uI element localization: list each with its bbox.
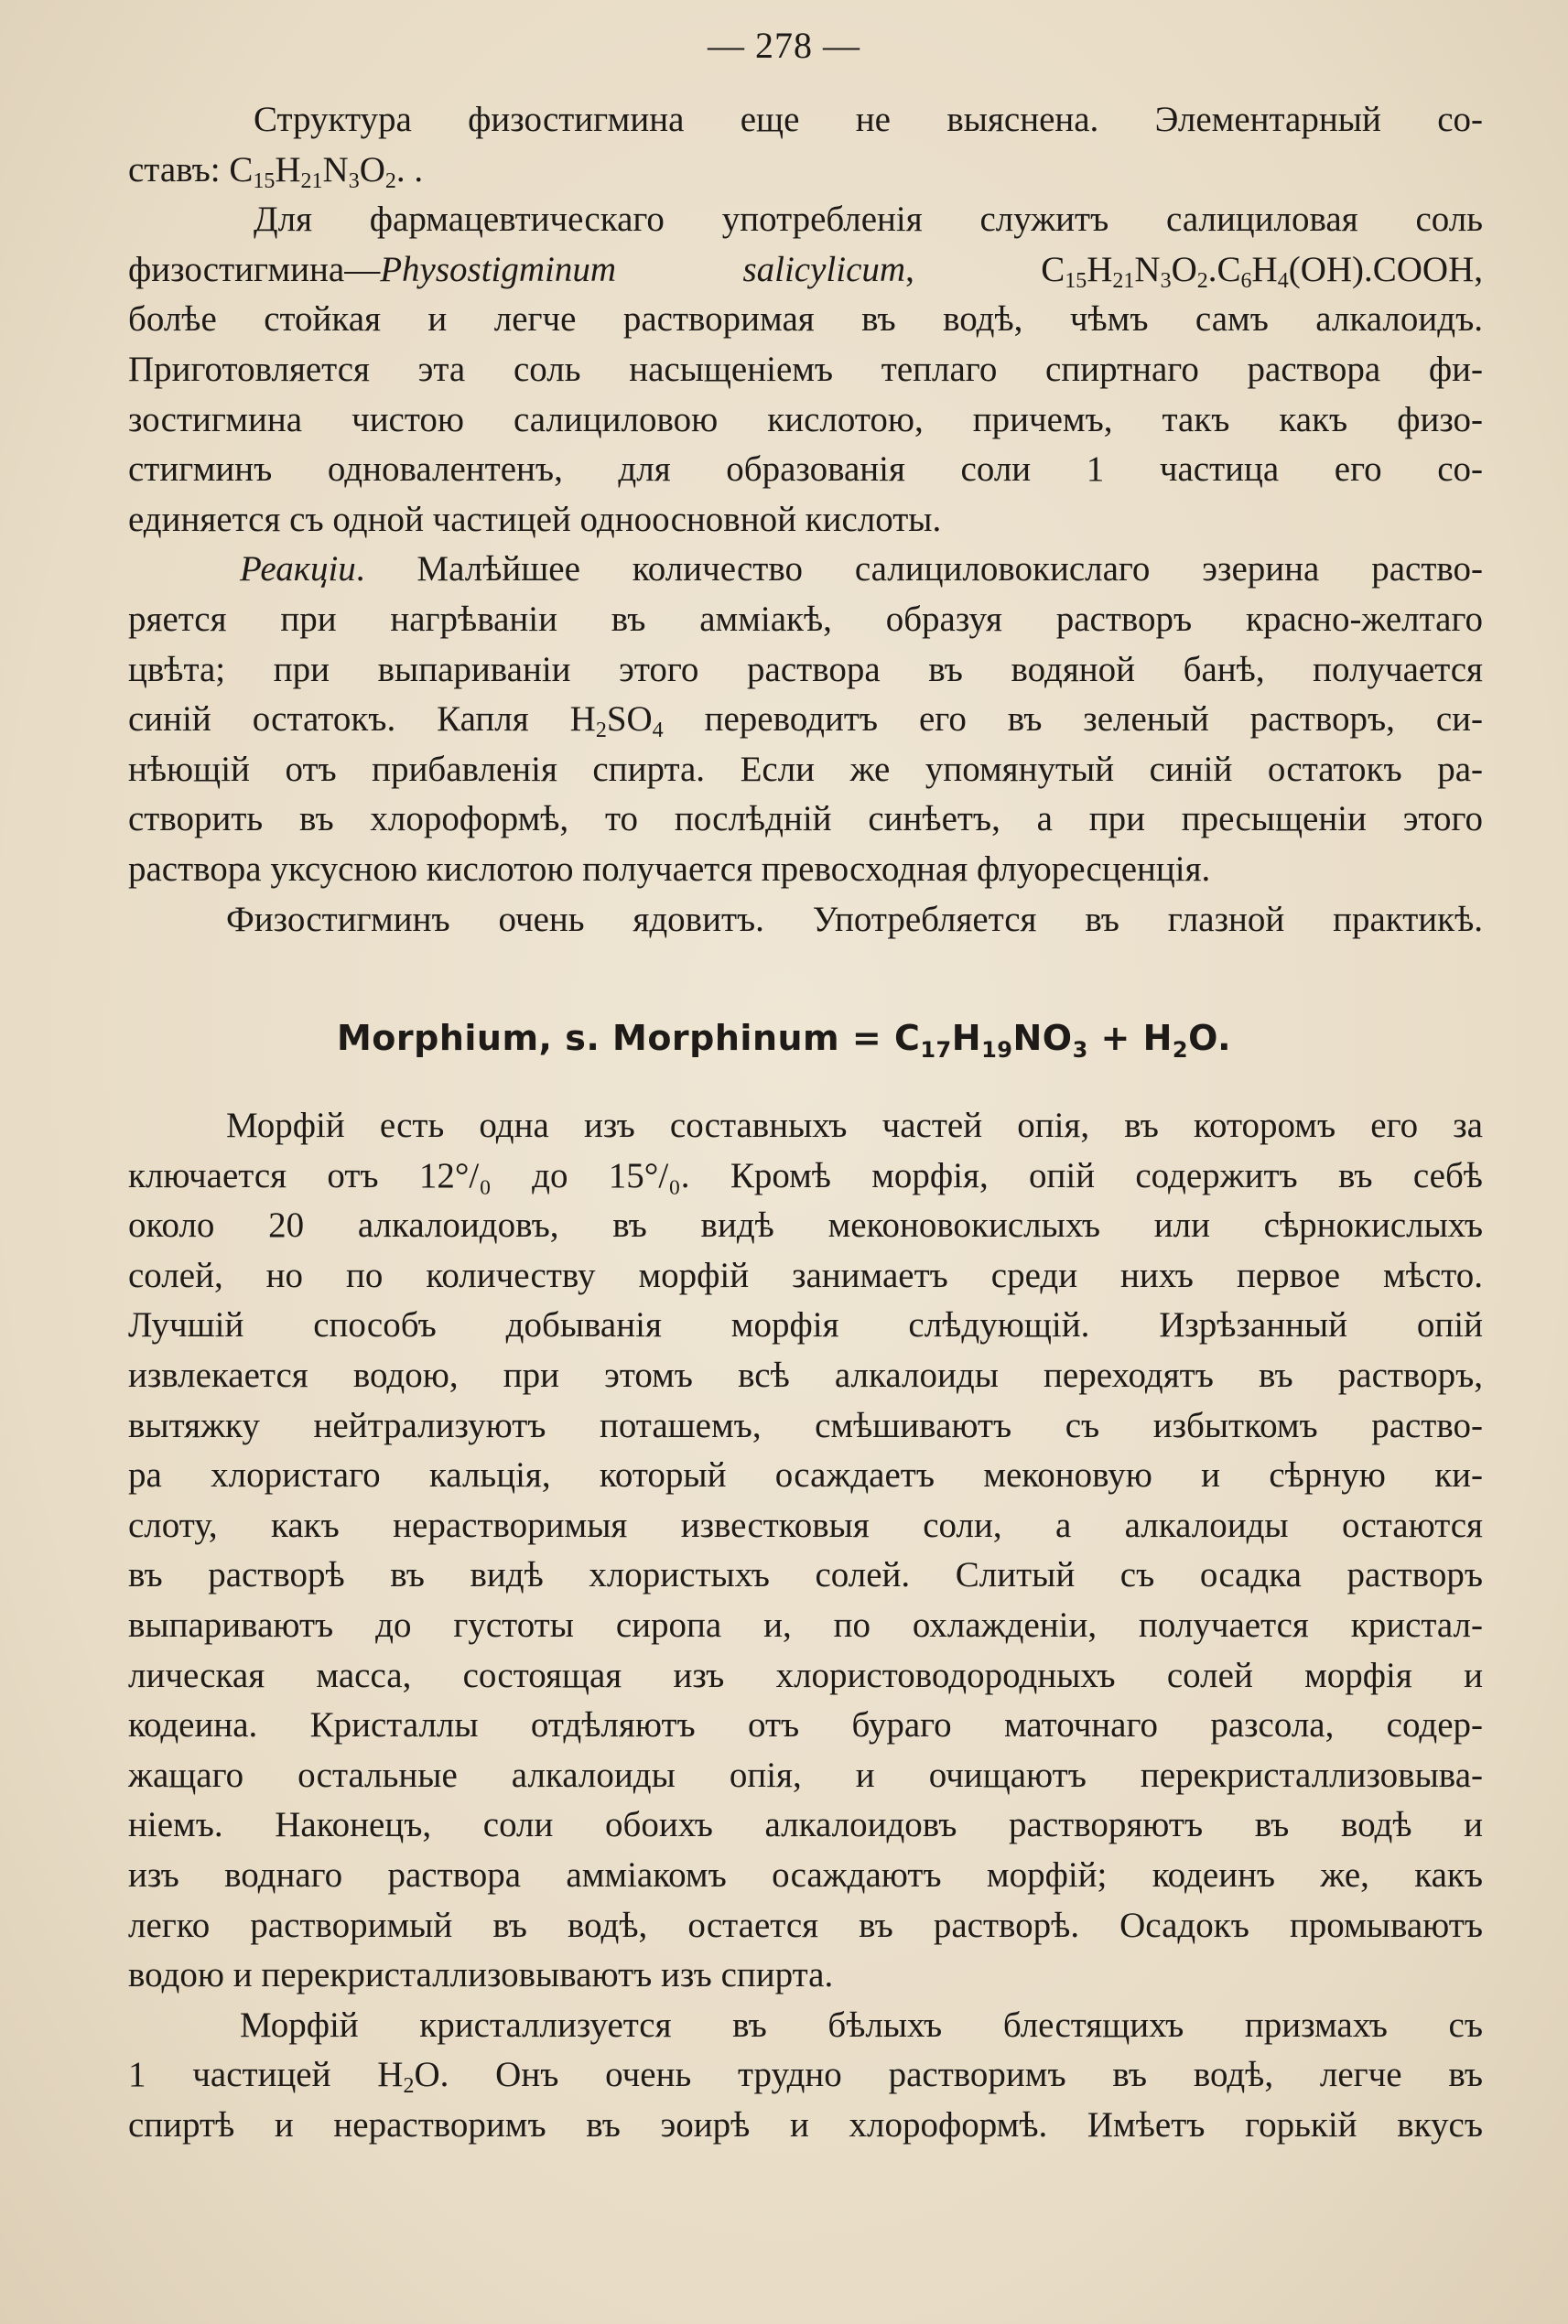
text-segment: водою и перекристаллизовываютъ изъ спирта. [128,1955,834,1995]
text-segment: 1 частицей [128,2055,378,2095]
text-line [128,1401,1483,1452]
text-segment: единяется съ одной частицей одноосновной кислоты. [128,499,942,539]
text-segment: физостигмина— [128,249,381,289]
formula-subscript: 17 [920,1037,952,1063]
heading-plus: + [1087,1018,1143,1058]
text-segment: нѣющій отъ прибавленія спирта. Если же упомянутый синій остатокъ ра- [128,749,1483,789]
paragraph-morphine-origin [128,1101,1483,2001]
text-segment: зостигмина чистою салициловою кислотою, причемъ, такъ какъ физо- [128,399,1483,439]
italic-text: Реакціи [240,549,356,589]
text-segment: слоту, какъ нерастворимыя известковыя соли, а алкалоиды остаются [128,1505,1483,1545]
text-segment: ставъ: [128,149,230,189]
text-segment: легко растворимый въ водѣ, остается въ растворѣ. Осадокъ промываютъ [128,1905,1483,1945]
section-heading-morphium [0,1018,1568,1063]
text-segment: солей, но по количеству морфій занимаетъ среди нихъ первое мѣсто. [128,1255,1483,1295]
text-segment: . . [395,149,424,189]
text-segment: ніемъ. Наконецъ, соли обоихъ алкалоидовъ растворяютъ въ водѣ и [128,1805,1483,1845]
formula-subscript: 4 [1277,268,1289,293]
chemical-formula: $C_{15}H_{21}N_3O_2$ [1041,249,1208,293]
heading-formula-morphine: $C_{17}H_{19}NO_3$ [893,1018,1088,1063]
text-segment: Приготовляется эта соль насыщеніемъ теплаго спиртнаго раствора фи- [128,349,1483,389]
text-line [128,1351,1483,1401]
text-line [128,1501,1483,1551]
text-line [128,1651,1483,1702]
chemical-formula: $H_2SO_4$ [569,699,664,743]
text-line [128,1800,1483,1851]
formula-subscript: 2 [1172,1037,1189,1063]
text-line [128,1751,1483,1801]
text-segment: Морфій есть одна изъ составныхъ частей опія, въ которомъ его за [226,1106,1483,1145]
text-segment: стигминъ одновалентенъ, для образованія соли 1 частица его со- [128,449,1483,490]
text-segment: ряется при нагрѣваніи въ амміакѣ, образуя растворъ красно-желтаго [128,599,1483,639]
heading-formula-water: $H_2O$ [1142,1018,1218,1063]
text-segment: переводитъ его въ зеленый растворъ, си- [663,699,1483,740]
text-line [128,146,1483,196]
formula-subscript: 21 [1112,268,1135,293]
text-line [128,95,1483,146]
formula-subscript: 2 [595,719,607,743]
text-segment: вытяжку нейтрализуютъ поташемъ, смѣшиваютъ съ избыткомъ раство- [128,1405,1483,1445]
text-segment: . Онъ очень трудно растворимъ въ водѣ, легче въ [439,2055,1483,2095]
formula-subscript: 21 [300,168,323,193]
text-segment: створить въ хлороформѣ, то послѣдній синѣетъ, а при пресыщеніи этого [128,799,1483,839]
text-segment: Структура физостигмина еще не выяснена. Элементарный со- [254,100,1483,139]
chemical-formula: $C_6H_4$ [1217,249,1289,293]
text-line [128,545,1483,595]
formula-subscript: 19 [981,1037,1013,1063]
paragraph-morphine-crystals [128,2001,1483,2151]
formula-subscript: 2 [403,2074,415,2099]
text-line [128,2050,1483,2101]
text-line [128,794,1483,845]
text-line [128,1451,1483,1501]
paragraph-reactions [128,545,1483,894]
heading-equals: = [839,1018,894,1058]
text-line [128,1101,1483,1151]
text-segment: лическая масса, состоящая изъ хлористоводородныхъ солей морфія и [128,1655,1483,1695]
formula-subscript: 6 [1240,268,1252,293]
text-segment: извлекается водою, при этомъ всѣ алкалоиды переходятъ въ растворъ, [128,1355,1483,1395]
formula-subscript: 2 [1196,268,1208,293]
paragraph-structure [128,95,1483,195]
text-line [128,295,1483,345]
text-line [128,1701,1483,1751]
text-line [128,1851,1483,1901]
paragraph-toxic [128,895,1483,946]
text-block-upper [128,95,1483,945]
text-line [128,1251,1483,1302]
text-segment: Морфій кристаллизуется въ бѣлыхъ блестящихъ призмахъ съ [240,2005,1483,2045]
formula-subscript: 3 [1160,268,1172,293]
text-segment: . Малѣйшее количество салициловокислаго эзерина раство- [355,549,1483,589]
formula-subscript: 2 [384,168,396,193]
formula-subscript: 4 [652,719,664,743]
text-line [128,2001,1483,2051]
text-segment: Для фармацевтическаго употребленія служитъ салициловая соль [254,200,1483,240]
text-line [128,1601,1483,1651]
text-block-lower [128,1101,1483,2150]
text-line [128,745,1483,795]
text-line [128,1951,1483,2001]
text-segment: кодеина. Кристаллы отдѣляютъ отъ бураго маточнаго разсола, содер- [128,1705,1483,1746]
text-line [128,845,1483,895]
text-segment: изъ воднаго раствора амміакомъ осаждаютъ морфій; кодеинъ же, какъ [128,1854,1483,1895]
text-segment: ра хлористаго кальція, который осаждаетъ меконовую и сѣрную ки- [128,1455,1483,1496]
text-segment: . [1207,249,1217,289]
formula-subscript: 15 [253,168,276,193]
text-segment: въ растворѣ въ видѣ хлористыхъ солей. Слитый съ осадка растворъ [128,1555,1483,1595]
text-segment: около 20 алкалоидовъ, въ видѣ меконовокислыхъ или сѣрнокислыхъ [128,1205,1483,1246]
text-line [128,445,1483,495]
text-line [128,195,1483,245]
heading-period: . [1217,1018,1232,1058]
text-line [128,2101,1483,2151]
page-number: — 278 — [708,25,860,66]
text-segment: спиртѣ и нерастворимъ въ эоирѣ и хлороформѣ. Имѣетъ горькій вкусъ [128,2104,1483,2145]
text-segment: болѣе стойкая и легче растворимая въ водѣ, чѣмъ самъ алкалоидъ. [128,299,1483,340]
text-segment: Лучшій способъ добыванія морфія слѣдующій. Изрѣзанный опій [128,1305,1483,1346]
text-line [128,1551,1483,1601]
text-segment: цвѣта; при выпариваніи этого раствора въ водяной банѣ, получается [128,649,1483,689]
text-segment: (OH).COOH, [1288,249,1483,289]
text-line [128,495,1483,546]
text-segment: ключается отъ 12°/₀ до 15°/₀. Кромѣ морфія, опій содержитъ въ себѣ [128,1155,1483,1195]
text-segment: , [905,249,1042,289]
text-line [128,1301,1483,1351]
paragraph-salicylate [128,195,1483,545]
text-line [128,595,1483,645]
text-segment: синій остатокъ. Капля [128,699,570,740]
italic-text: Physostigminum salicylicum [380,249,906,289]
text-line [128,1901,1483,1951]
text-line [128,645,1483,696]
text-line [128,695,1483,745]
formula-subscript: 15 [1065,268,1087,293]
text-line [128,395,1483,446]
heading-name: Morphium, s. Morphinum [336,1018,840,1058]
text-segment: выпариваютъ до густоты сиропа и, по охлажденіи, получается кристал- [128,1605,1483,1645]
text-line [128,1201,1483,1251]
chemical-formula: $C_{15}H_{21}N_3O_2$ [229,149,396,193]
text-line [128,345,1483,395]
formula-subscript: 3 [1072,1037,1088,1063]
chemical-formula: $H_2O$ [377,2055,440,2099]
text-line [128,245,1483,296]
text-line [128,1151,1483,1202]
formula-subscript: 3 [348,168,360,193]
text-segment: Физостигминъ очень ядовитъ. Употребляется въ глазной практикѣ. [226,899,1483,939]
text-segment: жащаго остальные алкалоиды опія, и очищаютъ перекристаллизовыва- [128,1755,1483,1795]
text-line [128,895,1483,946]
text-segment: раствора уксусною кислотою получается превосходная флуоресценція. [128,849,1211,889]
